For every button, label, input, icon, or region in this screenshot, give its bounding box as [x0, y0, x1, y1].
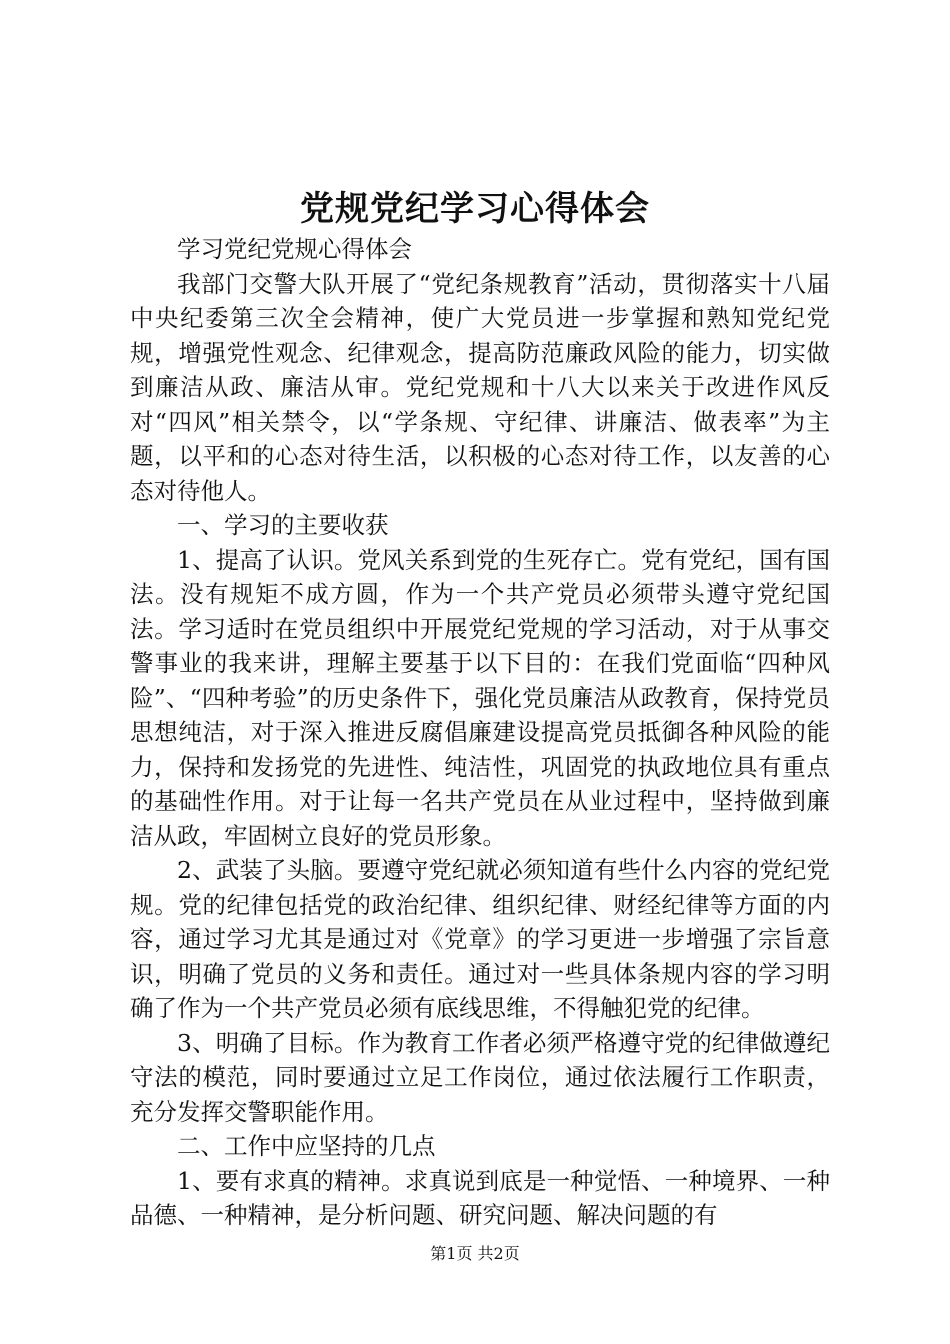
subtitle-paragraph: 学习党纪党规心得体会	[177, 235, 412, 263]
body-paragraph: 3、明确了目标。作为教育工作者必须严格遵守党的纪律做遵纪守法的模范，同时要通过立足工作岗位，通过依法履行工作职责，充分发挥交警职能作用。	[130, 1028, 830, 1126]
section-heading-2: 二、工作中应坚持的几点	[177, 1132, 436, 1160]
body-paragraph: 1、要有求真的精神。求真说到底是一种觉悟、一种境界、一种品德、一种精神，是分析问题、研究问题、解决问题的有	[130, 1166, 830, 1229]
section-heading-1: 一、学习的主要收获	[177, 511, 389, 539]
document-body	[130, 232, 830, 1233]
page-footer: 第1页 共2页	[430, 1244, 520, 1263]
body-paragraph: 2、武装了头脑。要遵守党纪就必须知道有些什么内容的党纪党规。党的纪律包括党的政治纪律、组织纪律、财经纪律等方面的内容，通过学习尤其是通过对《党章》的学习更进一步增强了宗旨意识，明确了党员的义务和责任。通过对一些具体条规内容的学习明确了作为一个共产党员必须有底线思维，不得触犯党的纪律。	[130, 856, 830, 1022]
body-paragraph: 1、提高了认识。党风关系到党的生死存亡。党有党纪，国有国法。没有规矩不成方圆，作为一个共产党员必须带头遵守党纪国法。学习适时在党员组织中开展党纪党规的学习活动，对于从事交警事业的我来讲，理解主要基于以下目的：在我们党面临“四种风险”、“四种考验”的历史条件下，强化党员廉洁从政教育，保持党员思想纯洁，对于深入推进反腐倡廉建设提高党员抵御各种风险的能力，保持和发扬党的先进性、纯洁性，巩固党的执政地位具有重点的基础性作用。对于让每一名共产党员在从业过程中，坚持做到廉洁从政，牢固树立良好的党员形象。	[130, 545, 830, 850]
intro-paragraph: 我部门交警大队开展了“党纪条规教育”活动，贯彻落实十八届中央纪委第三次全会精神，使广大党员进一步掌握和熟知党纪党规，增强党性观念、纪律观念，提高防范廉政风险的能力，切实做到廉洁从政、廉洁从审。党纪党规和十八大以来关于改进作风反对“四风”相关禁令，以“学条规、守纪律、讲廉洁、做表率”为主题，以平和的心态对待生活，以积极的心态对待工作，以友善的心态对待他人。	[130, 269, 830, 505]
document-title: 党规党纪学习心得体会	[300, 189, 650, 229]
